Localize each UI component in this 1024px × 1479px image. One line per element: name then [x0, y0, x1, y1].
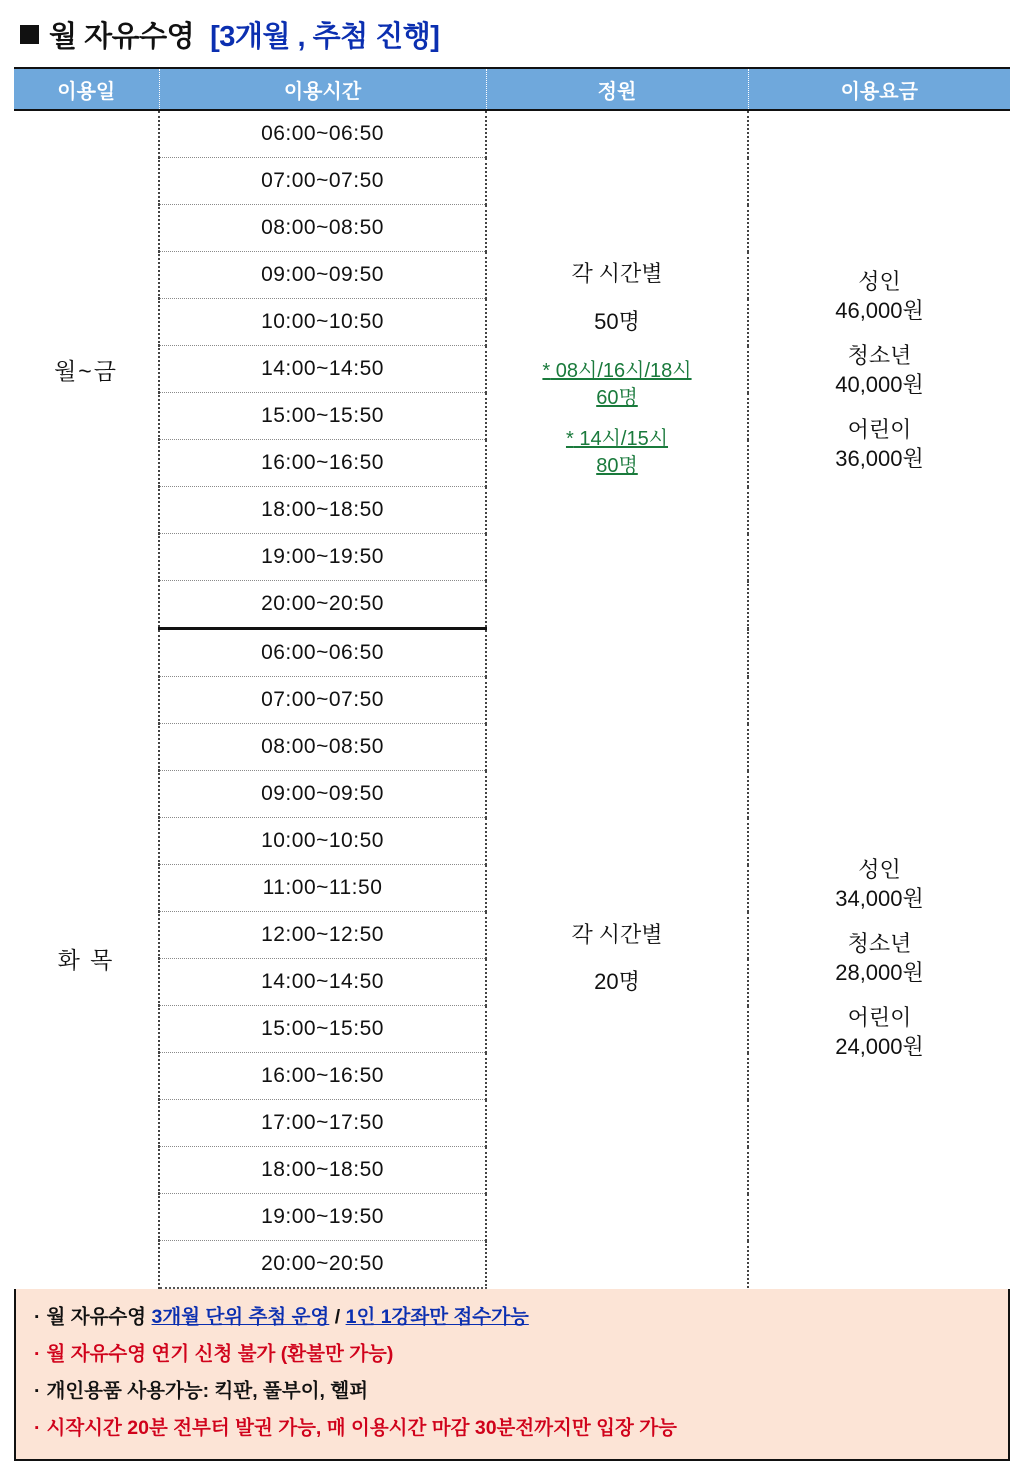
day-cell-group-2: 화 목	[14, 629, 159, 1289]
time-cell: 08:00~08:50	[159, 724, 486, 771]
capacity-note-1-times: 08시/16시/18시	[550, 360, 692, 383]
time-cell: 16:00~16:50	[159, 440, 486, 487]
time-cell: 18:00~18:50	[159, 1147, 486, 1194]
fee-child	[749, 1003, 1010, 1061]
table-header-row	[14, 68, 1010, 110]
notes-panel	[14, 1289, 1010, 1461]
time-cell: 09:00~09:50	[159, 252, 486, 299]
day-cell-group-1: 월~금	[14, 110, 159, 629]
page-title-main: 월 자유수영	[49, 21, 195, 53]
page-title-sub: [3개월 , 추첨 진행]	[210, 21, 440, 53]
note-1-seg-1: 월 자유수영	[46, 1306, 152, 1328]
fee-cell-group-2	[748, 629, 1010, 1289]
header-capacity: 정원	[486, 68, 748, 110]
fee-adult-label: 성인	[858, 268, 901, 294]
table-row	[14, 110, 1010, 158]
table-row	[14, 629, 1010, 677]
fee-adult-label: 성인	[858, 857, 901, 883]
time-cell: 07:00~07:50	[159, 158, 486, 205]
fee-youth	[749, 341, 1010, 399]
note-3-text: 개인용품 사용가능: 킥판, 풀부이, 헬퍼	[46, 1380, 369, 1403]
table-body	[14, 110, 1010, 1288]
fee-adult	[749, 267, 1010, 325]
fee-youth-label: 청소년	[847, 931, 912, 957]
bullet-dot-icon: ·	[34, 1343, 41, 1366]
time-cell: 07:00~07:50	[159, 677, 486, 724]
capacity-cell-group-2	[486, 629, 748, 1289]
time-cell: 15:00~15:50	[159, 393, 486, 440]
fee-youth-label: 청소년	[847, 342, 912, 368]
time-cell: 15:00~15:50	[159, 1006, 486, 1053]
fee-child	[749, 415, 1010, 473]
capacity-note-1	[487, 358, 747, 412]
time-cell: 08:00~08:50	[159, 205, 486, 252]
capacity-value: 20명	[594, 969, 640, 995]
asterisk-icon: *	[565, 428, 574, 451]
capacity-cell-group-1	[486, 110, 748, 629]
fee-cell-group-1	[748, 110, 1010, 629]
fee-adult-amount: 46,000원	[835, 297, 924, 323]
capacity-note-2-times: 14시/15시	[573, 428, 669, 451]
note-item-2	[34, 1336, 990, 1373]
fee-adult-amount: 34,000원	[835, 886, 924, 912]
fee-child-label: 어린이	[847, 416, 912, 442]
time-cell: 09:00~09:50	[159, 771, 486, 818]
fee-child-amount: 36,000원	[835, 445, 924, 471]
time-cell: 06:00~06:50	[159, 629, 486, 677]
fee-youth	[749, 929, 1010, 987]
capacity-label: 각 시간별	[571, 921, 663, 947]
schedule-table	[14, 67, 1010, 1289]
capacity-note-2-count: 80명	[596, 455, 638, 478]
fee-youth-amount: 28,000원	[835, 960, 924, 986]
bullet-dot-icon: ·	[34, 1417, 41, 1440]
note-1-seg-4: 1인 1강좌만 접수가능	[345, 1306, 529, 1328]
square-bullet-icon	[20, 25, 39, 44]
time-cell: 12:00~12:50	[159, 912, 486, 959]
time-cell: 10:00~10:50	[159, 818, 486, 865]
note-4-text: 시작시간 20분 전부터 발권 가능, 매 이용시간 마감 30분전까지만 입장 가능	[46, 1417, 677, 1440]
bullet-dot-icon: ·	[34, 1306, 41, 1328]
note-1-seg-3: /	[329, 1306, 346, 1328]
capacity-note-2	[487, 426, 747, 480]
header-day: 이용일	[14, 68, 159, 110]
time-cell: 06:00~06:50	[159, 110, 486, 158]
capacity-label: 각 시간별	[571, 261, 663, 287]
bullet-dot-icon: ·	[34, 1380, 41, 1403]
capacity-value: 50명	[594, 308, 640, 334]
capacity-note-1-count: 60명	[596, 387, 638, 410]
time-cell: 19:00~19:50	[159, 1194, 486, 1241]
asterisk-icon: *	[542, 360, 551, 383]
time-cell: 18:00~18:50	[159, 487, 486, 534]
time-cell: 11:00~11:50	[159, 865, 486, 912]
time-cell: 14:00~14:50	[159, 959, 486, 1006]
page-title	[14, 8, 1010, 67]
time-cell: 20:00~20:50	[159, 581, 486, 629]
fee-adult	[749, 855, 1010, 913]
time-cell: 16:00~16:50	[159, 1053, 486, 1100]
note-2-text: 월 자유수영 연기 신청 불가 (환불만 가능)	[46, 1343, 394, 1366]
time-cell: 14:00~14:50	[159, 346, 486, 393]
time-cell: 17:00~17:50	[159, 1100, 486, 1147]
fee-child-amount: 24,000원	[835, 1034, 924, 1060]
time-cell: 19:00~19:50	[159, 534, 486, 581]
header-fee: 이용요금	[748, 68, 1010, 110]
note-1-seg-2: 3개월 단위 추첨 운영	[151, 1306, 330, 1328]
header-time: 이용시간	[159, 68, 486, 110]
time-cell: 10:00~10:50	[159, 299, 486, 346]
fee-child-label: 어린이	[847, 1005, 912, 1031]
note-item-1	[34, 1299, 990, 1336]
note-item-4	[34, 1410, 990, 1447]
fee-youth-amount: 40,000원	[835, 371, 924, 397]
time-cell: 20:00~20:50	[159, 1241, 486, 1289]
note-item-3	[34, 1373, 990, 1410]
